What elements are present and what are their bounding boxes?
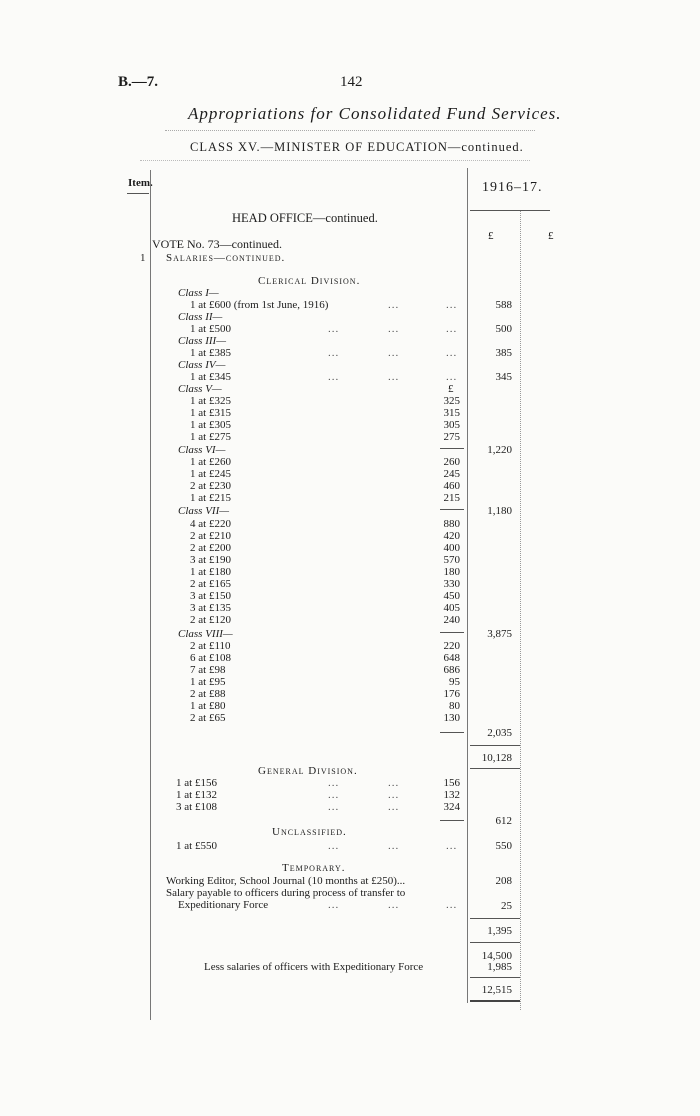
dot-leader: ... xyxy=(328,840,340,852)
class-vii-row: 4 at £220 xyxy=(190,518,231,530)
class-iv-row: 1 at £345 xyxy=(190,371,231,383)
clerical-division-total: 10,128 xyxy=(481,752,512,764)
class-v-row: 1 at £325 xyxy=(190,395,231,407)
class-vi-row: 1 at £260 xyxy=(190,456,231,468)
class-vii-label: Class VII— xyxy=(178,505,230,517)
class-vi-amount: 215 xyxy=(443,492,460,504)
class-vii-amount: 180 xyxy=(443,566,460,578)
item-number: 1 xyxy=(140,252,146,264)
class-v-amount: 305 xyxy=(443,419,460,431)
class-iii-label: Class III— xyxy=(178,335,226,347)
general-division-heading: General Division. xyxy=(258,765,358,777)
dot-leader: ... xyxy=(446,371,458,383)
less-salaries-amount: 1,985 xyxy=(487,961,512,973)
dot-leader: ... xyxy=(328,801,340,813)
temporary-row-transfer-cont: Expeditionary Force xyxy=(178,899,269,911)
class-rule xyxy=(140,160,530,161)
general-open-rule xyxy=(470,768,520,769)
class-viii-label: Class VIII— xyxy=(178,628,233,640)
dot-leader: ... xyxy=(388,899,400,911)
dot-leader: ... xyxy=(446,899,458,911)
class-iii-total: 385 xyxy=(495,347,512,359)
class-vi-amount: 460 xyxy=(443,480,460,492)
temporary-total: 1,395 xyxy=(487,925,512,937)
gross-total: 14,500 xyxy=(481,950,512,962)
vote-heading: VOTE No. 73—continued. xyxy=(152,237,282,251)
class-ii-label: Class II— xyxy=(178,311,223,323)
dot-leader: ... xyxy=(446,347,458,359)
net-total: 12,515 xyxy=(481,984,512,996)
item-header-rule xyxy=(127,193,149,194)
class-ii-total: 500 xyxy=(495,323,512,335)
class-vii-amount: 330 xyxy=(443,578,460,590)
class-vii-total: 3,875 xyxy=(487,628,512,640)
unclassified-total: 550 xyxy=(495,840,512,852)
class-viii-amount: 130 xyxy=(443,712,460,724)
class-v-row: 1 at £305 xyxy=(190,419,231,431)
class-vi-row: 1 at £215 xyxy=(190,492,231,504)
class-vi-amount: 245 xyxy=(443,468,460,480)
class-vii-amount: 420 xyxy=(443,530,460,542)
class-viii-amount: 220 xyxy=(443,640,460,652)
page-number: 142 xyxy=(340,74,363,90)
dot-leader: ... xyxy=(388,347,400,359)
unclassified-heading: Unclassified. xyxy=(272,826,347,838)
pound-column-2: £ xyxy=(548,230,554,242)
class-vii-row: 2 at £165 xyxy=(190,578,231,590)
class-viii-row: 2 at £65 xyxy=(190,712,226,724)
amount-column-line xyxy=(467,168,468,1003)
dot-leader: ... xyxy=(388,840,400,852)
summary-rule xyxy=(470,942,520,943)
general-row: 1 at £132 xyxy=(176,789,217,801)
clerical-division-heading: Clerical Division. xyxy=(258,275,361,287)
dot-leader: ... xyxy=(388,323,400,335)
title-rule xyxy=(165,130,535,131)
page-title: Appropriations for Consolidated Fund Services. xyxy=(188,104,562,123)
clerical-total-rule xyxy=(470,745,520,746)
class-vii-row: 2 at £200 xyxy=(190,542,231,554)
dot-leader: ... xyxy=(388,299,400,311)
class-heading: CLASS XV.—MINISTER OF EDUCATION—continued. xyxy=(190,140,524,154)
class-vii-amount: 240 xyxy=(443,614,460,626)
general-amount: 324 xyxy=(443,801,460,813)
class-viii-amount: 686 xyxy=(443,664,460,676)
class-i-row: 1 at £600 (from 1st June, 1916) xyxy=(190,299,329,311)
class-vii-row: 1 at £180 xyxy=(190,566,231,578)
dot-leader: ... xyxy=(328,899,340,911)
net-rule-bottom xyxy=(470,1000,520,1002)
class-v-row: 1 at £275 xyxy=(190,431,231,443)
class-viii-total: 2,035 xyxy=(487,727,512,739)
general-amount: 132 xyxy=(443,789,460,801)
class-viii-row: 2 at £110 xyxy=(190,640,231,652)
class-v-label: Class V— xyxy=(178,383,222,395)
page-reference: B.—7. xyxy=(118,74,159,90)
class-iii-row: 1 at £385 xyxy=(190,347,231,359)
class-vii-row: 3 at £135 xyxy=(190,602,231,614)
second-amount-column-line xyxy=(520,210,521,1010)
class-v-amount: 325 xyxy=(443,395,460,407)
class-viii-amount: 176 xyxy=(443,688,460,700)
class-v-total: 1,220 xyxy=(487,444,512,456)
temporary-transfer-total: 25 xyxy=(501,900,512,912)
class-iv-total: 345 xyxy=(495,371,512,383)
class-v-row: 1 at £315 xyxy=(190,407,231,419)
class-vi-total: 1,180 xyxy=(487,505,512,517)
dot-leader: ... xyxy=(446,299,458,311)
class-vii-amount: 405 xyxy=(443,602,460,614)
dot-leader: ... xyxy=(328,789,340,801)
class-vii-amount: 570 xyxy=(443,554,460,566)
pound-column-1: £ xyxy=(488,230,494,242)
class-viii-row: 2 at £88 xyxy=(190,688,226,700)
class-vii-subtotal-rule xyxy=(440,632,464,633)
class-i-label: Class I— xyxy=(178,287,219,299)
class-viii-row: 6 at £108 xyxy=(190,652,231,664)
dot-leader: ... xyxy=(388,371,400,383)
class-v-subtotal-rule xyxy=(440,448,464,449)
class-vii-row: 2 at £210 xyxy=(190,530,231,542)
class-viii-amount: 648 xyxy=(443,652,460,664)
class-vii-row: 2 at £120 xyxy=(190,614,231,626)
dot-leader: ... xyxy=(446,323,458,335)
general-subtotal-rule xyxy=(440,820,464,821)
class-vii-row: 3 at £150 xyxy=(190,590,231,602)
class-vii-amount: 450 xyxy=(443,590,460,602)
class-iv-label: Class IV— xyxy=(178,359,226,371)
year-rule xyxy=(470,210,550,211)
general-row: 1 at £156 xyxy=(176,777,217,789)
class-viii-amount: 95 xyxy=(449,676,460,688)
dot-leader: ... xyxy=(328,323,340,335)
general-amount: 156 xyxy=(443,777,460,789)
net-rule-top xyxy=(470,977,520,978)
class-vii-amount: 400 xyxy=(443,542,460,554)
inner-pound-sign: £ xyxy=(448,383,454,395)
class-vii-amount: 880 xyxy=(443,518,460,530)
class-vi-subtotal-rule xyxy=(440,509,464,510)
item-column-line xyxy=(150,170,151,1020)
temporary-row-editor: Working Editor, School Journal (10 months at £250)... xyxy=(166,875,406,887)
less-salaries-label: Less salaries of officers with Expeditionary Force xyxy=(204,961,424,973)
class-viii-row: 1 at £80 xyxy=(190,700,226,712)
temporary-row-transfer: Salary payable to officers during process of transfer to xyxy=(166,887,406,899)
dot-leader: ... xyxy=(328,347,340,359)
class-vi-amount: 260 xyxy=(443,456,460,468)
unclassified-row: 1 at £550 xyxy=(176,840,217,852)
class-vi-row: 2 at £230 xyxy=(190,480,231,492)
class-viii-row: 1 at £95 xyxy=(190,676,226,688)
class-v-amount: 315 xyxy=(443,407,460,419)
class-vi-row: 1 at £245 xyxy=(190,468,231,480)
head-office-heading: HEAD OFFICE—continued. xyxy=(232,211,378,225)
general-total: 612 xyxy=(495,815,512,827)
temporary-total-rule xyxy=(470,918,520,919)
salaries-heading: Salaries—continued. xyxy=(166,252,286,264)
class-viii-subtotal-rule xyxy=(440,732,464,733)
dot-leader: ... xyxy=(388,801,400,813)
general-row: 3 at £108 xyxy=(176,801,217,813)
dot-leader: ... xyxy=(328,777,340,789)
dot-leader: ... xyxy=(388,789,400,801)
class-vi-label: Class VI— xyxy=(178,444,226,456)
temporary-heading: Temporary. xyxy=(282,862,346,874)
item-column-header: Item. xyxy=(128,177,153,189)
dot-leader: ... xyxy=(328,371,340,383)
year-header: 1916–17. xyxy=(482,180,543,195)
class-viii-amount: 80 xyxy=(449,700,460,712)
dot-leader: ... xyxy=(388,777,400,789)
class-viii-row: 7 at £98 xyxy=(190,664,226,676)
dot-leader: ... xyxy=(446,840,458,852)
temporary-editor-total: 208 xyxy=(495,875,512,887)
class-v-amount: 275 xyxy=(443,431,460,443)
class-vii-row: 3 at £190 xyxy=(190,554,231,566)
class-i-total: 588 xyxy=(495,299,512,311)
class-ii-row: 1 at £500 xyxy=(190,323,231,335)
